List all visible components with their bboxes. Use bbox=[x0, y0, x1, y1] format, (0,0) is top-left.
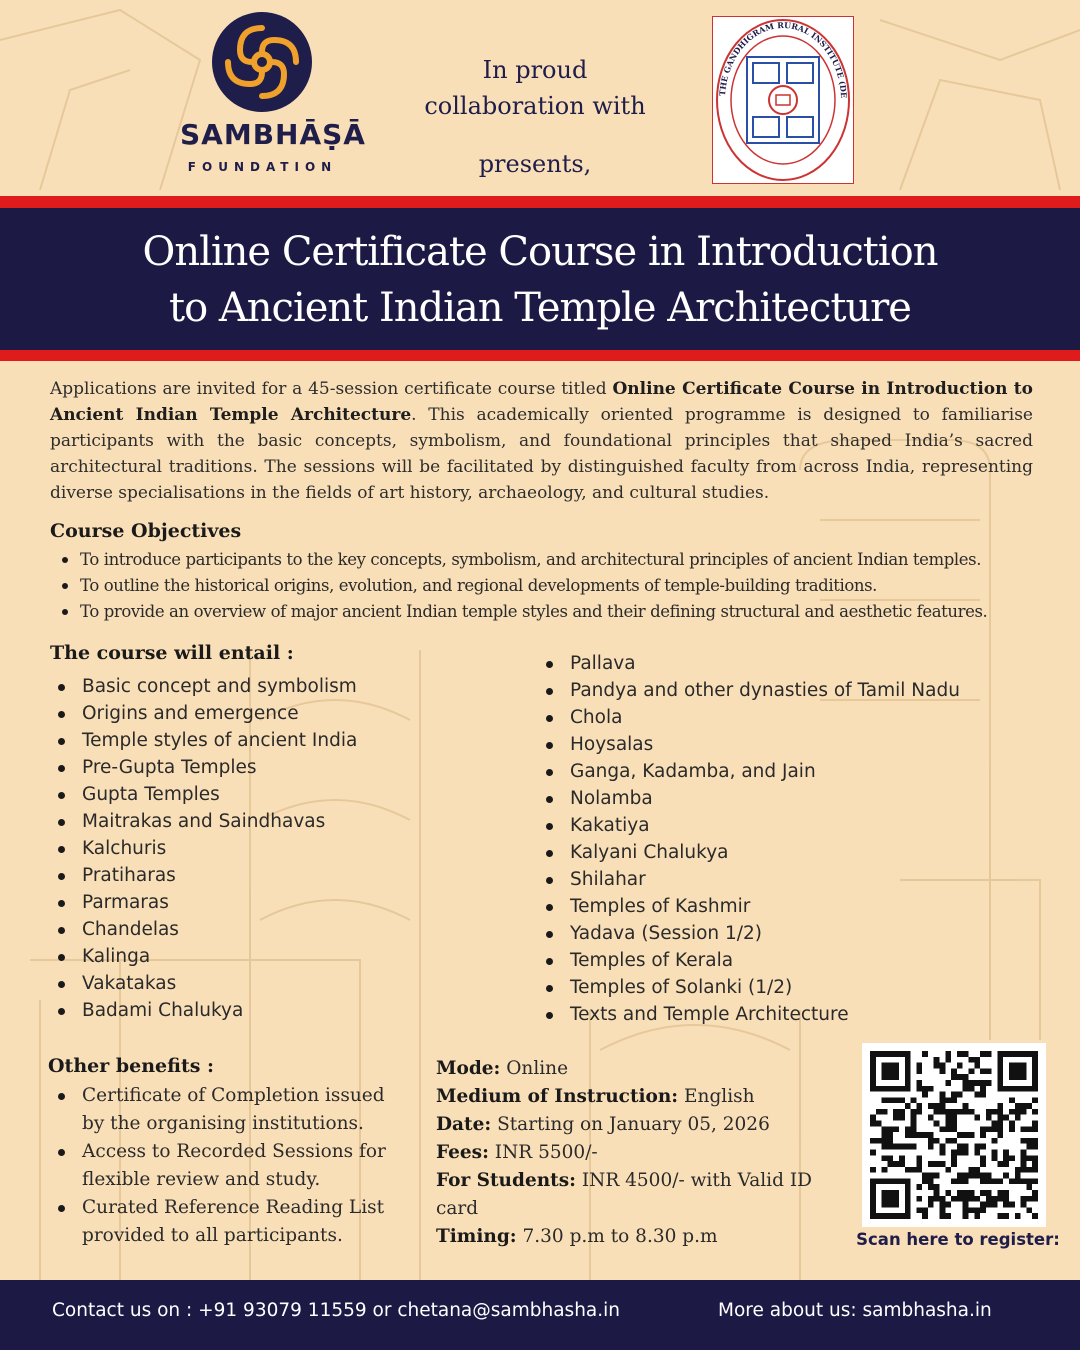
objectives-list bbox=[62, 547, 1042, 625]
benefits-list bbox=[58, 1082, 403, 1250]
list-item: Hoysalas bbox=[546, 731, 1026, 758]
page-title bbox=[0, 224, 1080, 336]
intro-paragraph bbox=[50, 376, 1033, 506]
objectives-heading: Course Objectives bbox=[50, 520, 242, 542]
list-item: Gupta Temples bbox=[58, 781, 478, 808]
qr-label: Scan here to register: bbox=[856, 1230, 1060, 1249]
list-item: Ganga, Kadamba, and Jain bbox=[546, 758, 1026, 785]
footer-contact[interactable]: Contact us on : +91 93079 11559 or chetana@sambhasha.in bbox=[52, 1300, 621, 1321]
list-item: To introduce participants to the key concepts, symbolism, and architectural principles of ancient Indian temples. bbox=[62, 547, 1042, 573]
list-item: Texts and Temple Architecture bbox=[546, 1001, 1026, 1028]
list-item: Pallava bbox=[546, 650, 1026, 677]
info-date: Date: Starting on January 05, 2026 bbox=[436, 1114, 770, 1135]
list-item: Nolamba bbox=[546, 785, 1026, 812]
list-item: To outline the historical origins, evolution, and regional developments of temple-building traditions. bbox=[62, 573, 1042, 599]
entail-heading: The course will entail : bbox=[50, 642, 294, 664]
list-item: Temples of Solanki (1/2) bbox=[546, 974, 1026, 1001]
list-item: Maitrakas and Saindhavas bbox=[58, 808, 478, 835]
list-item: Access to Recorded Sessions for flexible review and study. bbox=[58, 1138, 403, 1194]
list-item: Certificate of Completion issued by the organising institutions. bbox=[58, 1082, 403, 1138]
benefits-heading: Other benefits : bbox=[48, 1055, 215, 1077]
intro-part-2: . This academically oriented programme is designed to familiarise participants with the basic concepts, symbolism, and foundational principles that shaped India’s sacred architectural traditions. The sessions will be facilitated by distinguished faculty from across India, representing diverse specialisations in the fields of art history, archaeology, and cultural studies. bbox=[50, 405, 1033, 503]
list-item: Chola bbox=[546, 704, 1026, 731]
list-item: Curated Reference Reading List provided to all participants. bbox=[58, 1194, 403, 1250]
entail-list-left bbox=[58, 673, 478, 1024]
registration-qr-code[interactable] bbox=[862, 1043, 1046, 1227]
title-band-red-stripe-bottom bbox=[0, 350, 1080, 361]
info-medium: Medium of Instruction: English bbox=[436, 1086, 755, 1107]
list-item: Pratiharas bbox=[58, 862, 478, 889]
list-item: Kakatiya bbox=[546, 812, 1026, 839]
list-item: Vakatakas bbox=[58, 970, 478, 997]
sambhasha-logo bbox=[180, 10, 366, 180]
list-item: Badami Chalukya bbox=[58, 997, 478, 1024]
title-line-2: to Ancient Indian Temple Architecture bbox=[169, 285, 911, 331]
list-item: To provide an overview of major ancient Indian temple styles and their defining structural and aesthetic features. bbox=[62, 599, 1042, 625]
gandhigram-emblem-icon bbox=[713, 17, 853, 183]
list-item: Kalyani Chalukya bbox=[546, 839, 1026, 866]
presents-text: presents, bbox=[478, 150, 592, 178]
info-fees: Fees: INR 5500/- bbox=[436, 1142, 598, 1163]
collab-line-2: collaboration with bbox=[424, 92, 646, 120]
gandhigram-logo bbox=[712, 16, 854, 184]
info-timing: Timing: 7.30 p.m to 8.30 p.m bbox=[436, 1226, 718, 1247]
list-item: Parmaras bbox=[58, 889, 478, 916]
list-item: Temple styles of ancient India bbox=[58, 727, 478, 754]
list-item: Shilahar bbox=[546, 866, 1026, 893]
title-band-red-stripe-top bbox=[0, 196, 1080, 208]
list-item: Temples of Kashmir bbox=[546, 893, 1026, 920]
list-item: Pre-Gupta Temples bbox=[58, 754, 478, 781]
list-item: Origins and emergence bbox=[58, 700, 478, 727]
logo-left-name: SAMBHĀṢĀ bbox=[180, 118, 366, 151]
course-info bbox=[436, 1055, 836, 1251]
intro-course-name: Online Certificate Course in Introduction to Ancient Indian Temple Architecture bbox=[50, 379, 1033, 425]
title-line-1: Online Certificate Course in Introduction bbox=[142, 229, 938, 275]
gandhigram-ring-text: THE GANDHIGRAM RURAL INSTITUTE (DE bbox=[717, 19, 850, 99]
entail-list-right bbox=[546, 650, 1026, 1028]
collaboration-text bbox=[400, 52, 670, 124]
logo-left-subtitle: FOUNDATION bbox=[187, 160, 338, 174]
collab-line-1: In proud bbox=[482, 56, 588, 84]
info-students: For Students: INR 4500/- with Valid ID card bbox=[436, 1170, 812, 1219]
list-item: Temples of Kerala bbox=[546, 947, 1026, 974]
list-item: Kalchuris bbox=[58, 835, 478, 862]
sambhasha-emblem-icon bbox=[180, 10, 345, 120]
list-item: Kalinga bbox=[58, 943, 478, 970]
info-mode: Mode: Online bbox=[436, 1058, 569, 1079]
list-item: Yadava (Session 1/2) bbox=[546, 920, 1026, 947]
list-item: Chandelas bbox=[58, 916, 478, 943]
intro-part-1: Applications are invited for a 45-session certificate course titled bbox=[50, 379, 613, 399]
footer-website[interactable]: More about us: sambhasha.in bbox=[718, 1300, 992, 1321]
list-item: Basic concept and symbolism bbox=[58, 673, 478, 700]
qr-code-icon bbox=[870, 1051, 1038, 1219]
list-item: Pandya and other dynasties of Tamil Nadu bbox=[546, 677, 1026, 704]
